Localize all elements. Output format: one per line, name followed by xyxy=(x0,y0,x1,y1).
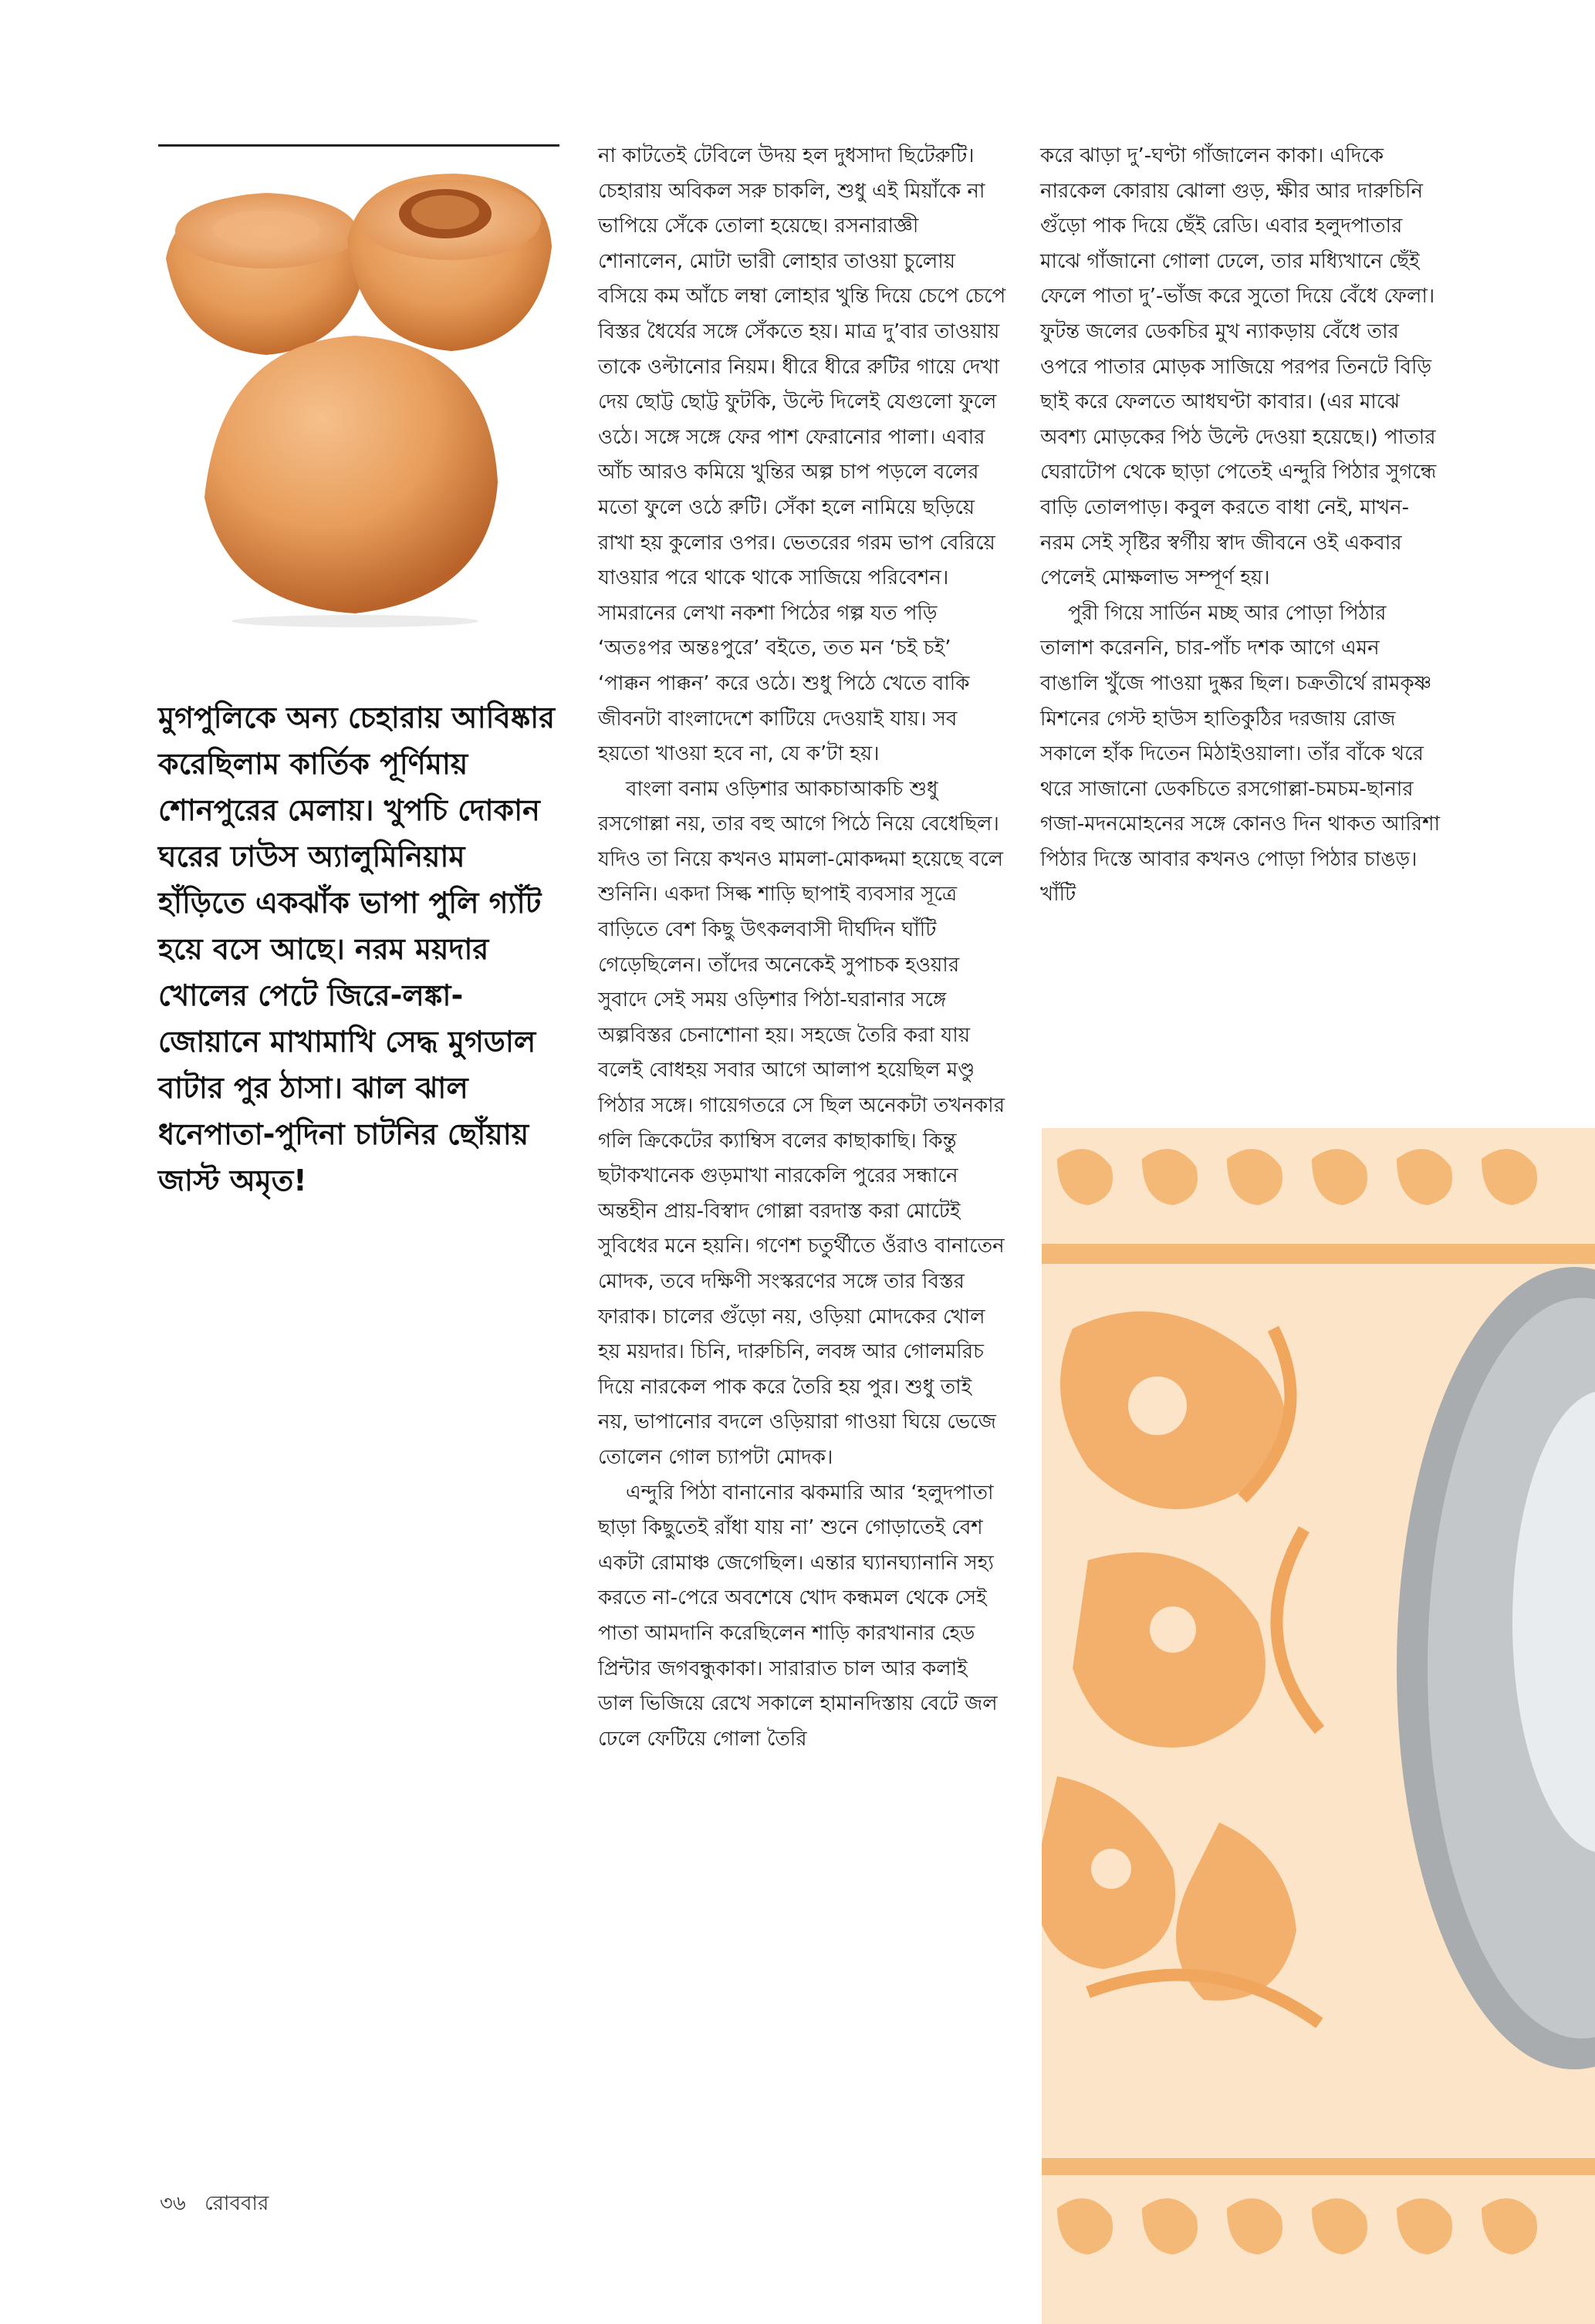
pitha-photo xyxy=(158,166,559,629)
paragraph: পুরী গিয়ে সার্ডিন মচ্ছ আর পোড়া পিঠার তালাশ করেননি, চার-পাঁচ দশক আগে এমন বাঙালি খুঁজে পাওয়া দুষ্কর ছিল। চক্রতীর্থে রামকৃষ্ণ মিশনের গেস্ট হাউস হাতিকুঠির দরজায় রোজ সকালে হাঁক দিতেন মিঠাইওয়ালা। তাঁর বাঁকে থরে থরে সাজানো ডেকচিতে রসগোল্লা-চমচম-ছানার গজা-মদনমোহনের সঙ্গে কোনও দিন থাকত আরিশা পিঠার দিস্তে আবার কখনও পোড়া পিঠার চাঙড়। খাঁটি xyxy=(1040,601,1440,907)
paragraph: বাংলা বনাম ওড়িশার আকচাআকচি শুধু রসগোল্লা নয়, তার বহু আগে পিঠে নিয়ে বেধেছিল। যদিও তা নিয়ে কখনও মামলা-মোকদ্দমা হয়েছে বলে শুনিনি। একদা সিল্ক শাড়ি ছাপাই ব্যবসার সূত্রে বাড়িতে বেশ কিছু উৎকলবাসী দীর্ঘদিন ঘাঁটি গেড়েছিলেন। তাঁদের অনেকেই সুপাচক হওয়ার সুবাদে সেই সময় ওড়িশার পিঠা-ঘরানার সঙ্গে অল্পবিস্তর চেনাশোনা হয়। সহজে তৈরি করা যায় বলেই বোধহয় সবার আগে আলাপ হয়েছিল মণ্ডু পিঠার সঙ্গে। গায়েগতরে সে ছিল অনেকটা তখনকার গলি ক্রিকেটের ক্যাম্বিস বলের কাছাকাছি। কিন্তু ছটাকখানেক গুড়মাখা নারকেলি পুরের সন্ধানে অন্তহীন প্রায়-বিস্বাদ গোল্লা বরদাস্ত করা মোটেই সুবিধের মনে হয়নি। গণেশ চতুর্থীতে ওঁরাও বানাতেন মোদক, তবে দক্ষিণী সংস্করণের সঙ্গে তার বিস্তর ফারাক। চালের গুঁড়ো নয়, ওড়িয়া মোদকের খোল হয় ময়দার। চিনি, দারুচিনি, লবঙ্গ আর গোলমরিচ দিয়ে নারকেল পাক করে তৈরি হয় পুর। শুধু তাই নয়, ভাপানোর বদলে ওড়িয়ারা গাওয়া ঘিয়ে ভেজে তোলেন গোল চ্যাপটা মোদক। xyxy=(598,777,1005,1469)
header-rule xyxy=(158,144,559,147)
magazine-name: রোববার xyxy=(204,2192,269,2215)
pull-quote: মুগপুলিকে অন্য চেহারায় আবিষ্কার করেছিলাম কার্তিক পূর্ণিমায় শোনপুরের মেলায়। খুপচি দোকান ঘরের ঢাউস অ্যালুমিনিয়াম হাঁড়িতে একঝাঁক ভাপা পুলি গ্যাঁট হয়ে বসে আছে। নরম ময়দার খোলের পেটে জিরে-লঙ্কা-জোয়ানে মাখামাখি সেদ্ধ মুগডাল বাটার পুর ঠাসা। ঝাল ঝাল ধনেপাতা-পুদিনা চাটনির ছোঁয়ায় জাস্ট অমৃত! xyxy=(158,701,556,1197)
article-column-2 xyxy=(598,139,1007,1757)
paragraph: করে ঝাড়া দু’-ঘণ্টা গাঁজালেন কাকা। এদিকে নারকেল কোরায় ঝোলা গুড়, ক্ষীর আর দারুচিনি গুঁড়ো পাক দিয়ে ছেঁই রেডি। এবার হলুদপাতার মাঝে গাঁজানো গোলা ঢেলে, তার মধ্যিখানে ছেঁই ফেলে পাতা দু’-ভাঁজ করে সুতো দিয়ে বেঁধে ফেলা। ফুটন্ত জলের ডেকচির মুখ ন্যাকড়ায় বেঁধে তার ওপরে পাতার মোড়ক সাজিয়ে পরপর তিনটে বিড়ি ছাই করে ফেলতে আধঘণ্টা কাবার। (এর মাঝে অবশ্য মোড়কের পিঠ উল্টে দেওয়া হয়েছে।) পাতার ঘেরাটোপ থেকে ছাড়া পেতেই এন্দুরি পিঠার সুগন্ধে বাড়ি তোলপাড়। কবুল করতে বাধা নেই, মাখন-নরম সেই সৃষ্টির স্বর্গীয় স্বাদ জীবনে ওই একবার পেলেই মোক্ষলাভ সম্পূর্ণ হয়। xyxy=(1040,144,1437,590)
decorative-alpana-pattern xyxy=(1042,1128,1595,2324)
page-footer xyxy=(160,2187,281,2221)
paragraph: এন্দুরি পিঠা বানানোর ঝকমারি আর ‘হলুদপাতা ছাড়া কিছুতেই রাঁধা যায় না’ শুনে গোড়াতেই বেশ একটা রোমাঞ্চ জেগেছিল। এন্তার ঘ্যানঘ্যানানি সহ্য করতে না-পেরে অবশেষে খোদ কন্ধমল থেকে সেই পাতা আমদানি করেছিলেন শাড়ি কারখানার হেড প্রিন্টার জগবন্ধুকাকা। সারারাত চাল আর কলাই ডাল ভিজিয়ে রেখে সকালে হামানদিস্তায় বেটে জল ঢেলে ফেটিয়ে গোলা তৈরি xyxy=(598,1481,998,1751)
page-number: ৩৬ xyxy=(160,2192,186,2215)
article-column-3 xyxy=(1040,139,1441,913)
paragraph: না কাটতেই টেবিলে উদয় হল দুধসাদা ছিটেরুটি। চেহারায় অবিকল সরু চাকলি, শুধু এই মিয়াঁকে না ভাপিয়ে সেঁকে তোলা হয়েছে। রসনারাজ্ঞী শোনালেন, মোটা ভারী লোহার তাওয়া চুলোয় বসিয়ে কম আঁচে লম্বা লোহার খুন্তি দিয়ে চেপে চেপে বিস্তর ধৈর্যের সঙ্গে সেঁকতে হয়। মাত্র দু’বার তাওয়ায় তাকে ওল্টানোর নিয়ম। ধীরে ধীরে রুটির গায়ে দেখা দেয় ছোট্ট ছোট্ট ফুটকি, উল্টে দিলেই যেগুলো ফুলে ওঠে। সঙ্গে সঙ্গে ফের পাশ ফেরানোর পালা। এবার আঁচ আরও কমিয়ে খুন্তির অল্প চাপ পড়লে বলের মতো ফুলে ওঠে রুটি। সেঁকা হলে নামিয়ে ছড়িয়ে রাখা হয় কুলোর ওপর। ভেতরের গরম ভাপ বেরিয়ে যাওয়ার পরে থাকে থাকে সাজিয়ে পরিবেশন। সামরানের লেখা নকশা পিঠের গল্প যত পড়ি ‘অতঃপর অন্তঃপুরে’ বইতে, তত মন ‘চই চই’ ‘পাক্কন পাক্কন’ করে ওঠে। শুধু পিঠে খেতে বাকি জীবনটা বাংলাদেশে কাটিয়ে দেওয়াই যায়। সব হয়তো খাওয়া হবে না, যে ক’টা হয়। xyxy=(598,144,1006,766)
